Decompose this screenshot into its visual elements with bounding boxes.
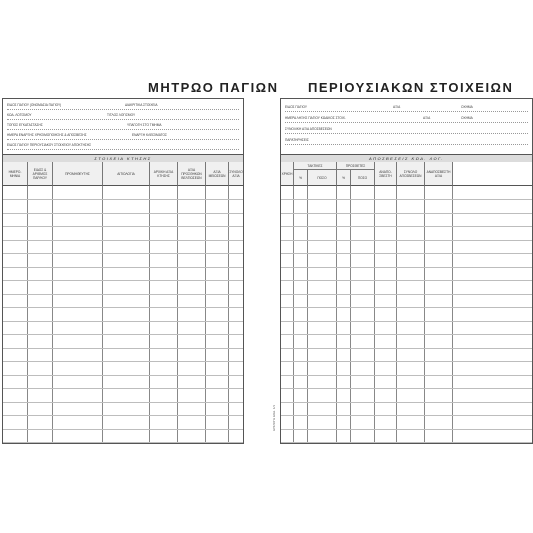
- table-row[interactable]: [3, 415, 243, 416]
- table-column: [28, 186, 53, 443]
- form-title-left: ΜΗΤΡΩΟ ΠΑΓΙΩΝ: [148, 80, 279, 95]
- table-column: [294, 186, 308, 443]
- column-header-net-value: ΑΝΑΠΟΣΒΕΣΤΗ ΑΞΙΑ: [425, 162, 453, 186]
- column-header-amount: ΠΟΣΟ: [351, 170, 375, 186]
- table-column: [3, 186, 28, 443]
- info-line[interactable]: ΕΙΔΟΣ ΠΑΓΙΟΥ ΠΕΡΙΟΥΣΙΑΚΟΥ ΣΤΟΙΧΕΙΟΥ ΑΠΟΚΤΗΣΗΣ: [7, 142, 239, 150]
- table-row[interactable]: [281, 226, 532, 227]
- table-row[interactable]: [3, 226, 243, 227]
- column-header-additions: ΑΞΙΑ ΠΡΟΣΘΗΚΩΝ ΒΕΛΤΙΩΣΕΩΝ: [178, 162, 206, 186]
- form-title-right: ΠΕΡΙΟΥΣΙΑΚΩΝ ΣΤΟΙΧΕΙΩΝ: [308, 80, 514, 95]
- table-row[interactable]: [3, 213, 243, 214]
- group-header-regular: ΤΑΚΤΙΚΕΣ: [294, 162, 337, 170]
- table-row[interactable]: [3, 294, 243, 295]
- info-line[interactable]: ΗΜΕΡΑ ΕΝΑΡΞΗΣ ΧΡΗΣΙΜΟΠΟΙΗΣΗΣ & ΑΠΟΣΒΕΣΗΣ ΕΝΑΡΞΗ ΚΛΕΙΣΙΜΑΤΟΣ: [7, 132, 239, 140]
- table-column: [53, 186, 103, 443]
- left-info-block: [3, 99, 243, 154]
- info-line[interactable]: ΠΑΡΑΤΗΡΗΣΕΙΣ: [285, 137, 528, 145]
- right-info-block: [281, 99, 532, 154]
- table-row[interactable]: [281, 375, 532, 376]
- table-column: [103, 186, 150, 443]
- info-line[interactable]: ΗΜΕΡΑ ΛΗΞΗΣ ΠΑΓΙΟΥ ΚΩΔΙΚΟΣ ΣΤΟΙΧ. ΑΞΙΑ ΟΧΗΜΑ: [285, 115, 528, 123]
- table-row[interactable]: [281, 294, 532, 295]
- info-line[interactable]: ΣΥΝΟΛΙΚΗ ΑΞΙΑ ΑΠΟΣΒΕΣΕΩΝ: [285, 126, 528, 134]
- table-row[interactable]: [281, 429, 532, 430]
- table-row[interactable]: [281, 253, 532, 254]
- table-row[interactable]: [281, 415, 532, 416]
- info-line[interactable]: ΕΙΔΟΣ ΠΑΓΙΟΥ (ΟΝΟΜΑΣΙΑ ΠΑΓΙΟΥ) ΔΙΑΚΡΙΤΙΚΑ ΣΤΟΙΧΕΙΑ: [7, 102, 239, 110]
- table-column: [397, 186, 425, 443]
- info-line[interactable]: ΤΟΠΟΣ ΕΓΚΑΤΑΣΤΑΣΗΣ ΥΠΑΓΩΓΗ ΣΤΟ ΤΜΗΜΑ: [7, 122, 239, 130]
- margin-note: ΕΠΙΛΟΓΗ ΕΚΔ. 1/1: [272, 405, 276, 431]
- table-row[interactable]: [281, 199, 532, 200]
- table-row[interactable]: [3, 361, 243, 362]
- table-row[interactable]: [3, 375, 243, 376]
- table-row[interactable]: [3, 267, 243, 268]
- table-column: [425, 186, 453, 443]
- table-row[interactable]: [3, 240, 243, 241]
- group-header-additional: ΠΡΟΣΘΕΤΕΣ: [337, 162, 375, 170]
- table-row[interactable]: [3, 307, 243, 308]
- column-header-undepreciated: ΑΝΑΠΟ-ΣΒΕΣΤΗ: [375, 162, 397, 186]
- table-row[interactable]: [3, 388, 243, 389]
- column-header-blank: [453, 162, 532, 186]
- table-row[interactable]: [281, 213, 532, 214]
- table-row[interactable]: [281, 267, 532, 268]
- table-row[interactable]: [281, 334, 532, 335]
- table-row[interactable]: [281, 402, 532, 403]
- column-header-total-depreciation: ΣΥΝΟΛΟ ΑΠΟΣΒΕΣΕΩΝ: [397, 162, 425, 186]
- table-column: [351, 186, 375, 443]
- table-row[interactable]: [3, 253, 243, 254]
- table-column: [375, 186, 397, 443]
- acquisition-section-header: ΣΤΟΙΧΕΙΑ ΚΤΗΣΗΣ: [3, 154, 243, 164]
- column-header-year: ΧΡΗΣΗ: [281, 162, 294, 186]
- column-header-date: ΗΜΕΡΟ-ΜΗΝΙΑ: [3, 162, 28, 186]
- table-row[interactable]: [3, 321, 243, 322]
- table-column: [308, 186, 337, 443]
- table-row[interactable]: [3, 280, 243, 281]
- column-header-percent: %: [337, 170, 351, 186]
- depreciation-section-header: ΑΠΟΣΒΕΣΕΙΣ ΚΩΔ. ΛΟΓ.: [281, 154, 532, 164]
- table-column: [178, 186, 206, 443]
- table-row[interactable]: [281, 321, 532, 322]
- column-header-invoice: ΕΙΔΟΣ & ΑΡΙΘΜΟΣ ΠΑΡ/ΚΟΥ: [28, 162, 53, 186]
- column-header-percent: %: [294, 170, 308, 186]
- info-line[interactable]: ΚΩΔ. ΛΟΓΙΣΜΟΥ ΤΙΤΛΟΣ ΛΟΓΙΣΜΟΥ: [7, 112, 239, 120]
- table-row[interactable]: [281, 361, 532, 362]
- info-line[interactable]: ΕΙΔΟΣ ΠΑΓΙΟΥ ΑΞΙΑ ΟΧΗΜΑ: [285, 104, 528, 112]
- table-row[interactable]: [281, 348, 532, 349]
- table-row[interactable]: [281, 307, 532, 308]
- table-row[interactable]: [3, 442, 243, 443]
- table-row[interactable]: [281, 240, 532, 241]
- right-form-page: [280, 98, 533, 444]
- column-header-supplier: ΠΡΟΜΗΘΕΥΤΗΣ: [53, 162, 103, 186]
- column-header-initial-value: ΑΡΧΙΚΗ ΑΞΙΑ ΚΤΗΣΗΣ: [150, 162, 178, 186]
- column-header-reason: ΑΙΤΙΟΛΟΓΙΑ: [103, 162, 150, 186]
- table-row[interactable]: [281, 388, 532, 389]
- table-row[interactable]: [3, 402, 243, 403]
- table-column: [337, 186, 351, 443]
- column-header-total: ΣΥΝΟΛΟ ΑΞΙΑ: [229, 162, 243, 186]
- left-form-page: [2, 98, 244, 444]
- table-row[interactable]: [3, 199, 243, 200]
- table-row[interactable]: [3, 348, 243, 349]
- table-row[interactable]: [281, 280, 532, 281]
- table-column: [281, 186, 294, 443]
- table-column: [150, 186, 178, 443]
- table-column: [206, 186, 229, 443]
- column-header-amount: ΠΟΣΟ: [308, 170, 337, 186]
- table-row[interactable]: [3, 334, 243, 335]
- column-header-reductions: ΑΞΙΑ ΜΕΙΩΣΕΩΝ: [206, 162, 229, 186]
- table-row[interactable]: [3, 429, 243, 430]
- table-row[interactable]: [281, 442, 532, 443]
